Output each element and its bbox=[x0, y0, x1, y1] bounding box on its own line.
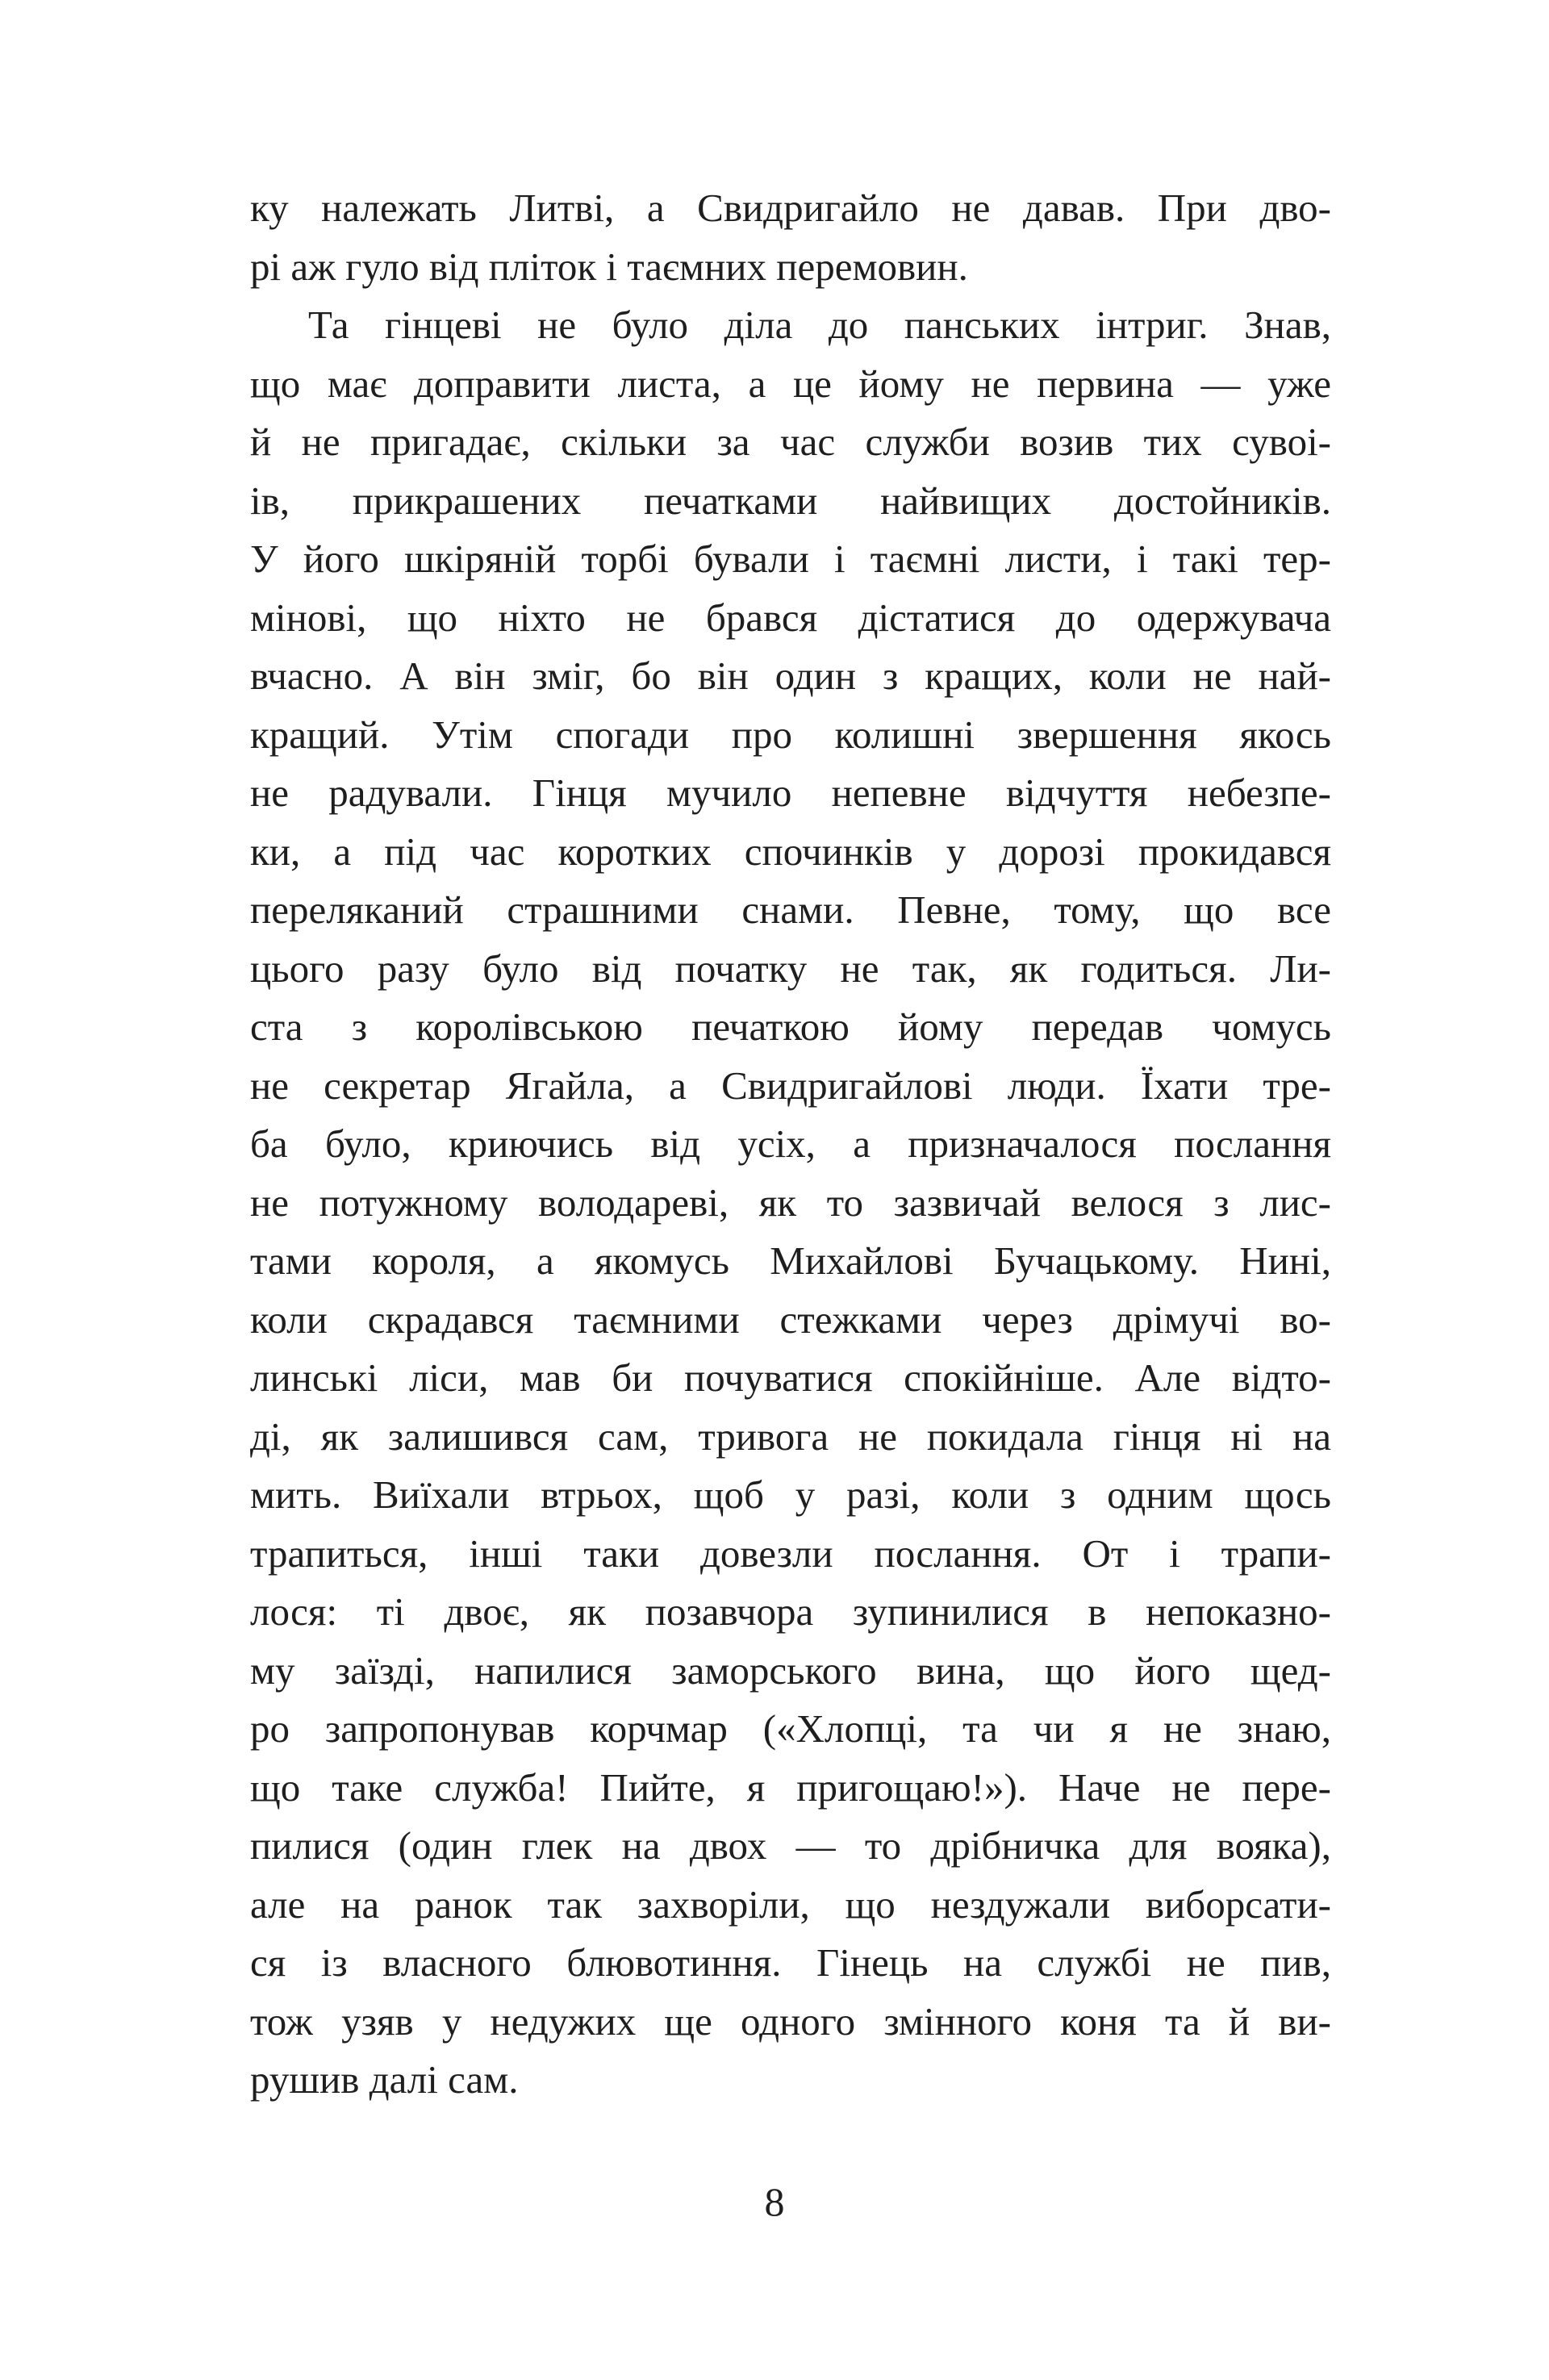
text-line: мить. Виїхали втрьох, щоб у разі, коли з одним щось bbox=[250, 1472, 1331, 1517]
text-line: ки, а під час коротких спочинків у дорозі прокидався bbox=[250, 829, 1331, 874]
text-line: вчасно. А він зміг, бо він один з кращих, коли не най- bbox=[250, 653, 1331, 698]
text-line: ба було, криючись від усіх, а призначалося послання bbox=[250, 1121, 1331, 1166]
text-line: ку належать Литві, а Свидригайло не давав. При дво- bbox=[250, 186, 1331, 230]
paragraph bbox=[250, 179, 1331, 296]
text-line: рі аж гуло від пліток і таємних перемовин. bbox=[250, 244, 968, 289]
text-line: тож узяв у недужих ще одного змінного коня та й ви- bbox=[250, 1998, 1331, 2044]
text-line: рушив далі сам. bbox=[250, 2057, 519, 2102]
text-line: му заїзді, напилися заморського вина, що його щед- bbox=[250, 1647, 1331, 1693]
text-line: й не пригадає, скільки за час служби возив тих сувоі- bbox=[250, 420, 1331, 464]
text-line: ро запропонував корчмар («Хлопці, та чи я не знаю, bbox=[250, 1706, 1331, 1751]
text-line: не секретар Ягайла, а Свидригайлові люди. Їхати тре- bbox=[250, 1063, 1331, 1108]
text-line: лося: ті двоє, як позавчора зупинилися в непоказно- bbox=[250, 1589, 1331, 1634]
text-line: не радували. Гінця мучило непевне відчуття небезпе- bbox=[250, 770, 1331, 815]
text-line: Та гінцеві не було діла до панських інтриг. Знав, bbox=[308, 303, 1331, 347]
text-line: що таке служба! Пийте, я пригощаю!»). Наче не пере- bbox=[250, 1764, 1331, 1810]
text-line: коли скрадався таємними стежками через дрімучі во- bbox=[250, 1296, 1331, 1342]
text-line: мінові, що ніхто не брався дістатися до одержувача bbox=[250, 595, 1331, 640]
text-line: линські ліси, мав би почуватися спокійніше. Але відто- bbox=[250, 1355, 1331, 1400]
text-line: не потужному володареві, як то зазвичай велося з лис- bbox=[250, 1180, 1331, 1225]
text-line: кращий. Утім спогади про колишні звершення якось bbox=[250, 712, 1331, 757]
text-line: тами короля, а якомусь Михайлові Бучацькому. Нині, bbox=[250, 1238, 1331, 1283]
text-line: ів, прикрашених печатками найвищих достойників. bbox=[250, 478, 1331, 523]
page-number: 8 bbox=[764, 2179, 785, 2224]
page-body-text bbox=[250, 179, 1331, 2110]
text-line: ся із власного блювотиння. Гінець на службі не пив, bbox=[250, 1940, 1331, 1985]
text-line: ста з королівською печаткою йому передав чомусь bbox=[250, 1004, 1331, 1049]
text-line: пилися (один глек на двох — то дрібничка для вояка), bbox=[250, 1823, 1331, 1868]
paragraph bbox=[250, 296, 1331, 2110]
text-line: трапиться, інші таки довезли послання. От і трапи- bbox=[250, 1530, 1331, 1576]
text-line: але на ранок так захворіли, що нездужали виборсати- bbox=[250, 1881, 1331, 1927]
text-line: ді, як залишився сам, тривога не покидала гінця ні на bbox=[250, 1413, 1331, 1459]
text-line: У його шкіряній торбі бували і таємні листи, і такі тер- bbox=[250, 537, 1331, 581]
text-line: цього разу було від початку не так, як годиться. Ли- bbox=[250, 946, 1331, 991]
text-line: переляканий страшними снами. Певне, тому, що все bbox=[250, 887, 1331, 932]
text-line: що має доправити листа, а це йому не первина — уже bbox=[250, 361, 1331, 406]
